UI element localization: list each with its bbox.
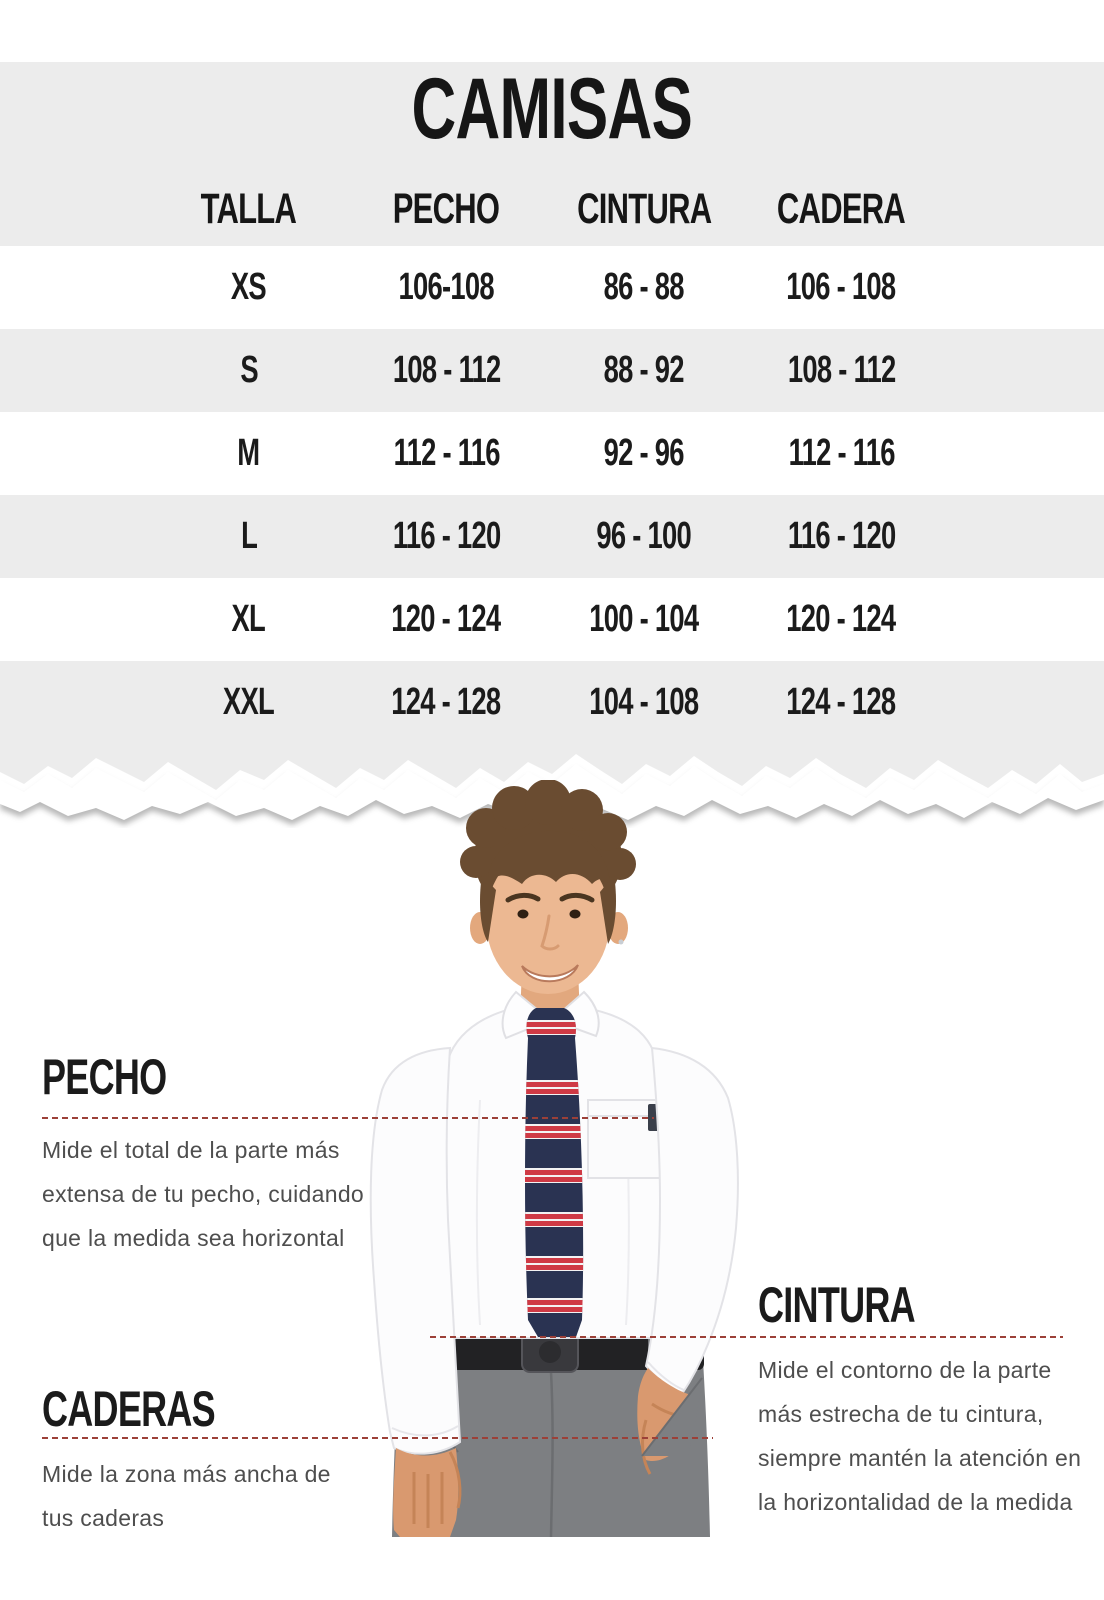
cell-pecho: 108 - 112	[392, 349, 501, 391]
cell-cadera: 124 - 128	[786, 681, 896, 723]
waist-measure-line	[430, 1336, 1063, 1338]
pecho-description: Mide el total de la parte más extensa de tu pecho, cuidando que la medida sea horizontal	[42, 1137, 364, 1252]
cell-cadera: 120 - 124	[786, 598, 896, 640]
table-row	[0, 495, 1104, 578]
pecho-heading: PECHO	[42, 1049, 167, 1105]
column-header-talla: TALLA	[200, 184, 297, 233]
table-row	[0, 246, 1104, 329]
cell-cadera: 116 - 120	[787, 515, 896, 557]
table-row	[0, 661, 1104, 744]
cell-cintura: 92 - 96	[603, 432, 684, 474]
page-title-text: CAMISAS	[411, 61, 693, 157]
cintura-heading: CINTURA	[758, 1277, 915, 1333]
cell-size: S	[239, 349, 258, 391]
table-row	[0, 578, 1104, 661]
cell-size: M	[237, 432, 260, 474]
cell-pecho: 112 - 116	[393, 432, 500, 474]
table-header-band	[0, 62, 1104, 246]
cell-cadera: 106 - 108	[786, 266, 896, 308]
cell-cintura: 88 - 92	[603, 349, 684, 391]
cell-size: XL	[231, 598, 266, 640]
column-header-cadera: CADERA	[777, 184, 906, 233]
table-row	[0, 412, 1104, 495]
hips-measure-line	[42, 1437, 713, 1439]
cell-pecho: 124 - 128	[391, 681, 501, 723]
cell-cadera: 112 - 116	[788, 432, 895, 474]
column-header-cintura: CINTURA	[576, 184, 711, 233]
cell-cintura: 86 - 88	[603, 266, 684, 308]
cintura-description: Mide el contorno de la parte más estrecha de tu cintura, siempre mantén la atención en la horizontalidad de la medida	[758, 1357, 1082, 1516]
cell-size: L	[240, 515, 257, 557]
cell-cintura: 100 - 104	[589, 598, 699, 640]
cell-cadera: 108 - 112	[787, 349, 896, 391]
table-row	[0, 329, 1104, 412]
cell-pecho: 116 - 120	[392, 515, 501, 557]
cell-size: XS	[231, 266, 267, 308]
cell-pecho: 120 - 124	[391, 598, 501, 640]
page-title	[0, 61, 1104, 157]
table-header-row	[150, 178, 940, 240]
cell-cintura: 104 - 108	[589, 681, 699, 723]
cell-size: XXL	[223, 681, 275, 723]
caderas-description: Mide la zona más ancha de tus caderas	[42, 1461, 331, 1532]
cell-pecho: 106-108	[398, 266, 494, 308]
cell-cintura: 96 - 100	[596, 515, 692, 557]
caderas-heading: CADERAS	[42, 1381, 215, 1437]
column-header-pecho: PECHO	[392, 184, 500, 233]
chest-measure-line	[42, 1117, 654, 1119]
